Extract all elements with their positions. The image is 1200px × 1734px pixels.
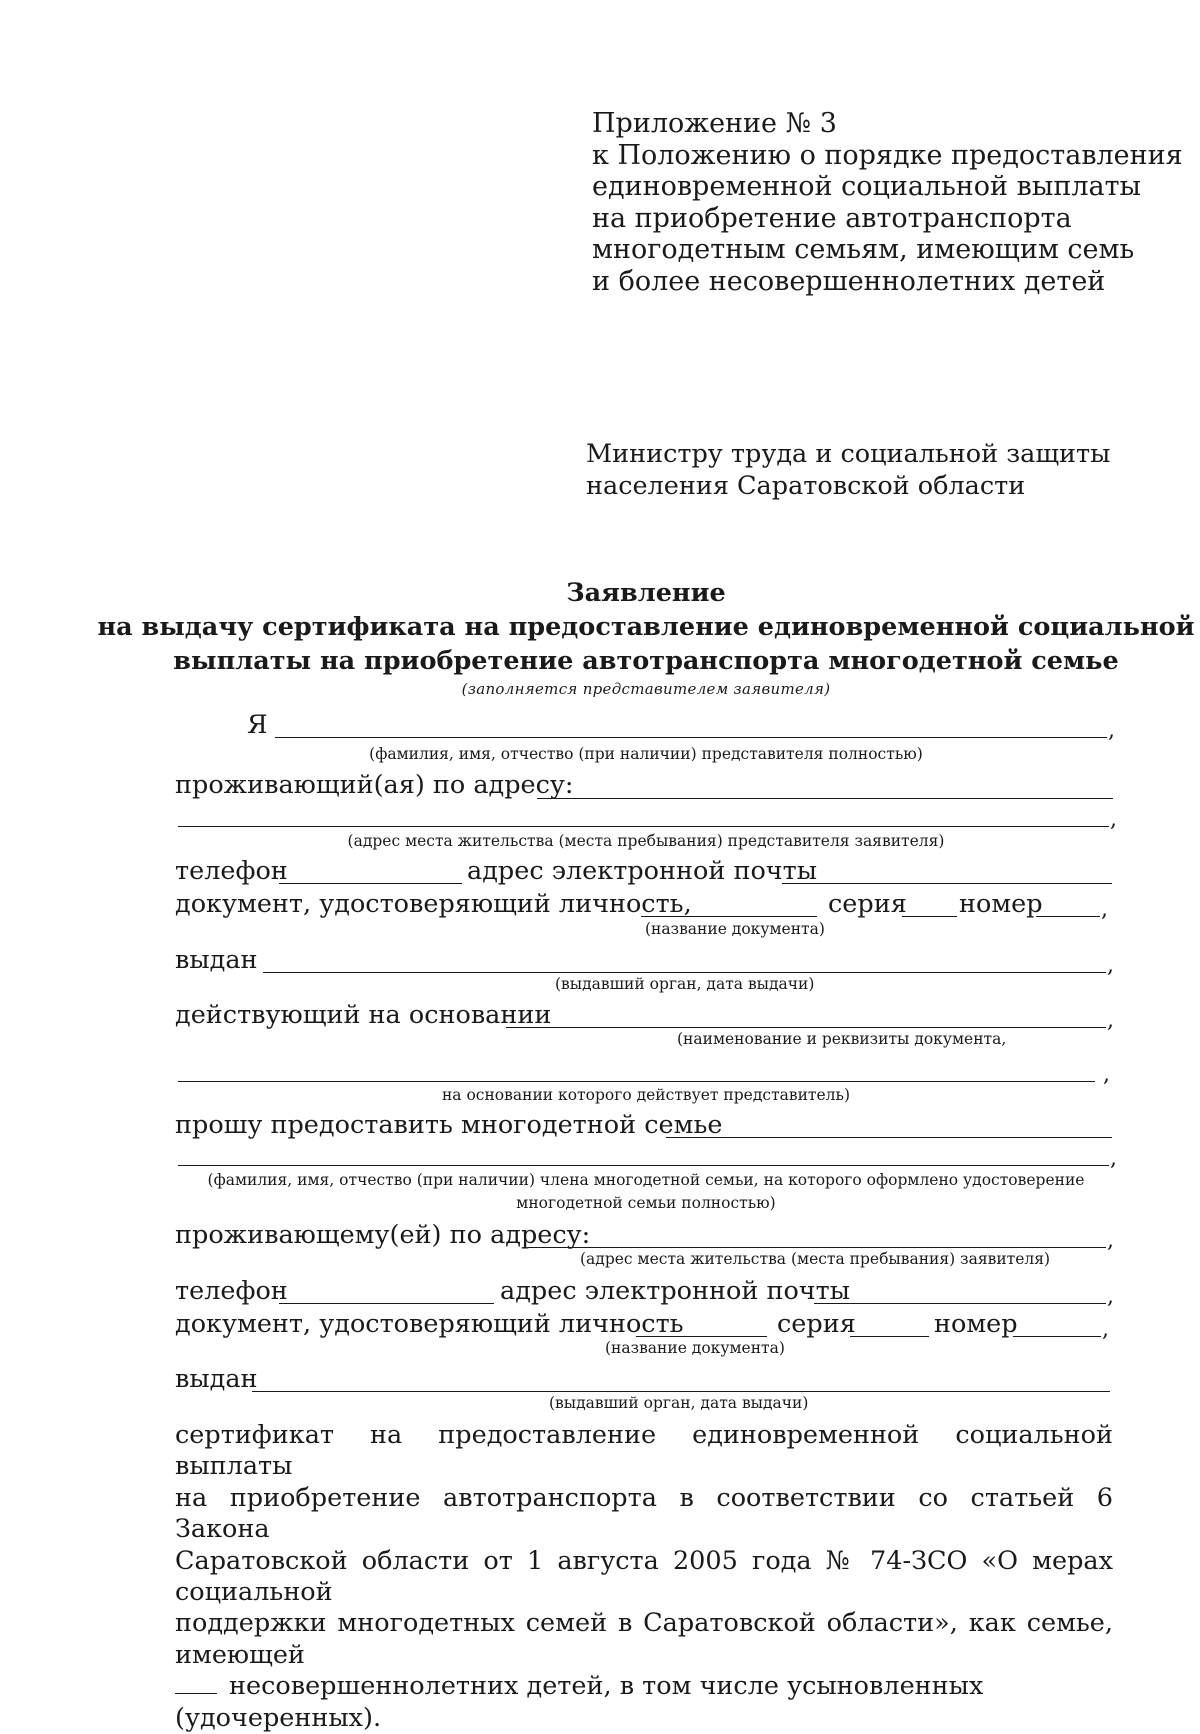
- id-doc-label: документ, удостоверяющий личность,: [175, 889, 692, 919]
- document-subtitle-line-2: выплаты на приобретение автотранспорта многодетной семье: [173, 646, 1119, 676]
- paragraph-line: поддержки многодетных семей в Саратовской области», как семье, имеющей: [175, 1608, 1113, 1670]
- appendix-line: на приобретение автотранспорта: [592, 202, 1072, 234]
- caption-address-rep: (адрес места жительства (места пребывания) представителя заявителя): [347, 832, 945, 850]
- document-title: Заявление: [566, 578, 726, 608]
- children-count-field[interactable]: [175, 1673, 217, 1694]
- appendix-header: [592, 108, 1183, 297]
- residing-label: проживающий(ая) по адресу:: [175, 770, 574, 800]
- request-label: прошу предоставить многодетной семье: [175, 1110, 723, 1140]
- representative-fio-field[interactable]: [275, 737, 1107, 738]
- caption-fio: (фамилия, имя, отчество (при наличии) представителя полностью): [369, 745, 923, 763]
- id-doc-name-field[interactable]: [641, 916, 817, 917]
- series2-field[interactable]: [850, 1336, 929, 1337]
- appendix-line: к Положению о порядке предоставления: [592, 139, 1183, 171]
- comma: ,: [1101, 897, 1108, 922]
- representative-address-field[interactable]: [537, 798, 1113, 799]
- number-label: номер: [959, 889, 1043, 919]
- email-label: адрес электронной почты: [467, 856, 818, 886]
- id-doc2-label: документ, удостоверяющий личность: [175, 1309, 684, 1339]
- comma: ,: [1110, 807, 1117, 832]
- addressee-line: Министру труда и социальной защиты: [586, 439, 1111, 469]
- fill-note: (заполняется представителем заявителя): [461, 680, 831, 698]
- document-subtitle-line-1: на выдачу сертификата на предоставление единовременной социальной: [97, 612, 1195, 642]
- email2-label: адрес электронной почты: [500, 1276, 851, 1306]
- issued-label: выдан: [175, 945, 258, 975]
- paragraph-line: сертификат на предоставление единовременной социальной выплаты: [175, 1420, 1113, 1482]
- caption-member-2: многодетной семьи полностью): [516, 1194, 776, 1212]
- caption-issuer: (выдавший орган, дата выдачи): [555, 975, 815, 993]
- phone-field[interactable]: [279, 883, 462, 884]
- caption-member-1: (фамилия, имя, отчество (при наличии) члена многодетной семьи, на которого оформлено удостоверение: [207, 1171, 1085, 1189]
- id-doc2-name-field[interactable]: [636, 1336, 767, 1337]
- family-member-field-2[interactable]: [178, 1165, 1109, 1166]
- comma: ,: [1107, 953, 1114, 978]
- comma: ,: [1108, 718, 1115, 743]
- issuer-field[interactable]: [263, 972, 1106, 973]
- series2-label: серия: [777, 1309, 856, 1339]
- phone2-label: телефон: [175, 1276, 288, 1306]
- series-label: серия: [828, 889, 907, 919]
- basis-document-field[interactable]: [506, 1027, 1106, 1028]
- ya-label: Я: [247, 710, 268, 740]
- number2-label: номер: [934, 1309, 1018, 1339]
- paragraph-line: на приобретение автотранспорта в соответствии со статьей 6 Закона: [175, 1482, 1113, 1545]
- comma: ,: [1103, 1062, 1110, 1087]
- family-member-field[interactable]: [666, 1137, 1112, 1138]
- comma: ,: [1107, 1228, 1114, 1253]
- series-field[interactable]: [902, 916, 957, 917]
- basis-document-field-2[interactable]: [178, 1081, 1095, 1082]
- residing2-label: проживающему(ей) по адресу:: [175, 1220, 591, 1250]
- email-field[interactable]: [782, 883, 1112, 884]
- applicant-address-field[interactable]: [528, 1247, 1106, 1248]
- appendix-line: многодетным семьям, имеющим семь: [592, 234, 1135, 265]
- appendix-line: Приложение № 3: [592, 108, 837, 139]
- number-field[interactable]: [1036, 916, 1100, 917]
- caption-basis-1: (наименование и реквизиты документа,: [677, 1030, 1007, 1048]
- appendix-line: единовременной социальной выплаты: [592, 171, 1141, 202]
- email2-field[interactable]: [814, 1303, 1106, 1304]
- appendix-line: и более несовершеннолетних детей: [592, 265, 1106, 297]
- caption-issuer2: (выдавший орган, дата выдачи): [549, 1394, 809, 1412]
- phone-label: телефон: [175, 856, 288, 886]
- issued2-label: выдан: [175, 1364, 258, 1394]
- certificate-paragraph: [175, 1420, 1113, 1734]
- caption-doc-name: (название документа): [645, 920, 825, 938]
- addressee-block: [586, 438, 1110, 502]
- caption-doc-name2: (название документа): [605, 1339, 785, 1357]
- phone2-field[interactable]: [279, 1303, 494, 1304]
- issuer2-field[interactable]: [252, 1391, 1110, 1392]
- comma: ,: [1107, 1008, 1114, 1033]
- paragraph-line: Саратовской области от 1 августа 2005 года № 74-ЗСО «О мерах социальной: [175, 1545, 1113, 1608]
- representative-address-field-2[interactable]: [178, 826, 1109, 827]
- caption-basis-2: на основании которого действует представитель): [441, 1086, 851, 1104]
- acting-label: действующий на основании: [175, 1000, 552, 1030]
- caption-address-app: (адрес места жительства (места пребывания) заявителя): [580, 1250, 1051, 1268]
- paragraph-line: несовершеннолетних детей, в том числе усыновленных (удочеренных).: [175, 1671, 984, 1733]
- addressee-line: населения Саратовской области: [586, 471, 1026, 501]
- comma: ,: [1107, 1284, 1114, 1309]
- comma: ,: [1102, 1317, 1109, 1342]
- number2-field[interactable]: [1013, 1336, 1101, 1337]
- comma: ,: [1110, 1146, 1117, 1171]
- paragraph-last-line: [175, 1671, 1113, 1734]
